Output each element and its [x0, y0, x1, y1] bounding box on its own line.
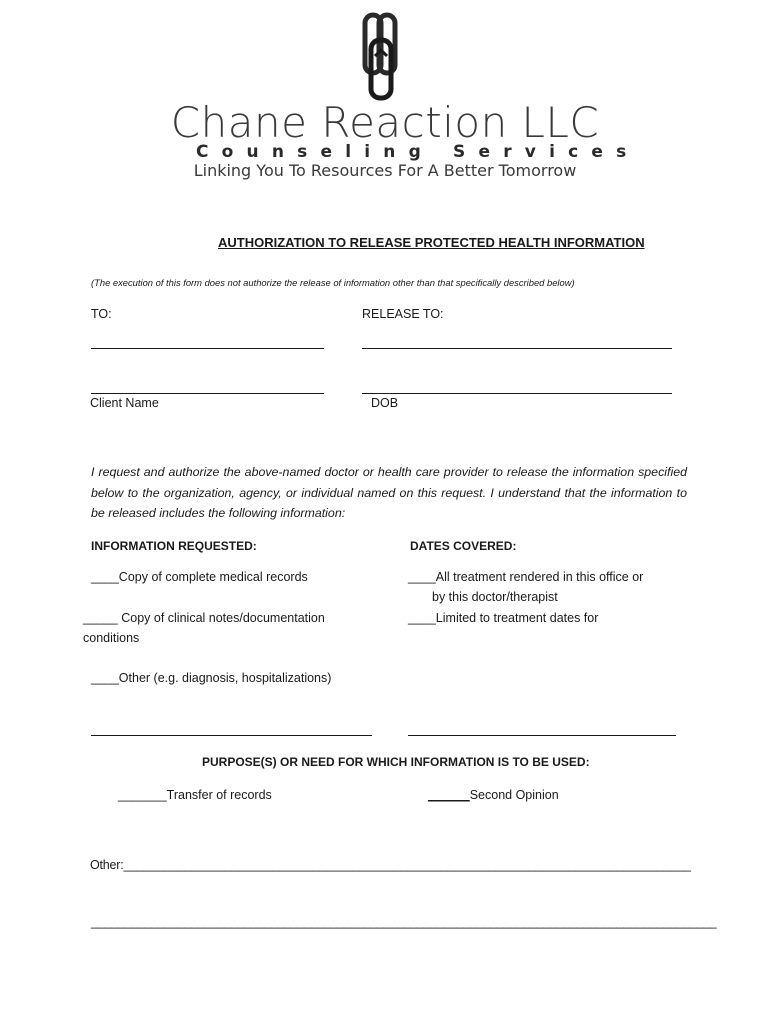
- company-subtitle: Counseling Services: [196, 142, 640, 162]
- company-name: Chane Reaction LLC: [170, 98, 600, 147]
- dates-item-all-treatment-cont: by this doctor/therapist: [432, 590, 558, 604]
- client-name-input-line[interactable]: [91, 393, 324, 394]
- purpose-second-opinion-label: Second Opinion: [469, 788, 559, 802]
- purpose-other-second-line[interactable]: ______________________________________________________________________________________________: [91, 915, 717, 929]
- dob-label: DOB: [371, 396, 399, 410]
- info-other-input-line[interactable]: [91, 735, 372, 736]
- purpose-second-opinion-blank[interactable]: ______: [428, 788, 470, 802]
- info-item-other[interactable]: ____Other (e.g. diagnosis, hospitalizations): [91, 671, 332, 685]
- to-label: TO:: [91, 307, 112, 321]
- dates-input-line[interactable]: [408, 735, 676, 736]
- release-to-input-line[interactable]: [362, 348, 672, 349]
- dob-input-line[interactable]: [362, 393, 672, 394]
- purpose-heading: PURPOSE(S) OR NEED FOR WHICH INFORMATION IS TO BE USED:: [202, 755, 590, 769]
- dates-covered-heading: DATES COVERED:: [410, 539, 517, 553]
- authorization-statement: I request and authorize the above-named doctor or health care provider to release the information specified below to the organization, agency, or individual named on this request. I understand that the information to be released includes the following information:: [91, 465, 687, 520]
- chain-link-logo-icon: [358, 12, 404, 102]
- info-item-clinical-notes-cont: conditions: [83, 631, 140, 645]
- info-item-clinical-notes[interactable]: _____ Copy of clinical notes/documentation: [83, 611, 325, 625]
- purpose-other-field[interactable]: Other:____________________________________________________________________________________: [90, 858, 691, 872]
- form-disclaimer: (The execution of this form does not authorize the release of information other than that specifically described below): [91, 277, 575, 288]
- dates-item-limited[interactable]: ____Limited to treatment dates for: [408, 611, 599, 625]
- purpose-second-opinion[interactable]: [428, 788, 559, 802]
- purpose-transfer-records[interactable]: _______Transfer of records: [118, 788, 272, 802]
- to-input-line[interactable]: [91, 348, 324, 349]
- info-requested-heading: INFORMATION REQUESTED:: [91, 539, 257, 553]
- client-name-label: Client Name: [90, 396, 159, 410]
- company-tagline: Linking You To Resources For A Better Tomorrow: [193, 161, 577, 180]
- info-item-medical-records[interactable]: ____Copy of complete medical records: [91, 570, 308, 584]
- release-to-label: RELEASE TO:: [362, 307, 444, 321]
- form-title: AUTHORIZATION TO RELEASE PROTECTED HEALTH INFORMATION: [218, 235, 645, 250]
- dates-item-all-treatment[interactable]: ____All treatment rendered in this office or: [408, 570, 644, 584]
